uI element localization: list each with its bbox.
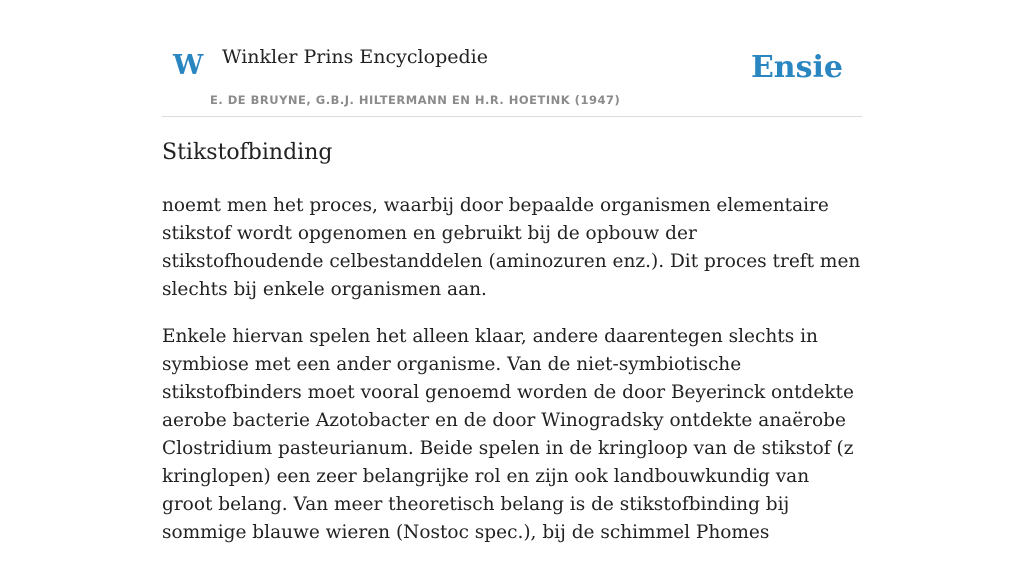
site-authors: E. DE BRUYNE, G.B.J. HILTERMANN EN H.R. HOETINK (1947)	[210, 93, 621, 107]
entry-body	[162, 192, 864, 566]
entry-paragraph: noemt men het proces, waarbij door bepaalde organismen elementaire stikstof wordt opgenomen en gebruikt bij de opbouw der stikstofhoudende celbestanddelen (aminozuren enz.). Dit proces treft men slechts bij enkele organismen aan.	[162, 195, 861, 300]
entry-paragraph: Enkele hiervan spelen het alleen klaar, andere daarentegen slechts in symbiose met een ander organisme. Van de niet-symbiotische stikstofbinders moet vooral genoemd worden de door Beyerinck ontdekte aerobe bacterie Azotobacter en de door Winogradsky ontdekte anaërobe Clostridium pasteurianum. Beide spelen in de kringloop van de stikstof (z kringlopen) een zeer belangrijke rol en zijn ook landbouwkundig van groot belang. Van meer theoretisch belang is de stikstofbinding bij sommige blauwe wieren (Nostoc spec.), bij de schimmel Phomes	[162, 326, 854, 543]
site-title[interactable]: Winkler Prins Encyclopedie	[222, 46, 488, 68]
entry-title: Stikstofbinding	[162, 140, 333, 165]
site-header	[162, 0, 862, 117]
brand-logo[interactable]: Ensie	[750, 50, 843, 85]
site-logo[interactable]: W	[173, 50, 204, 81]
